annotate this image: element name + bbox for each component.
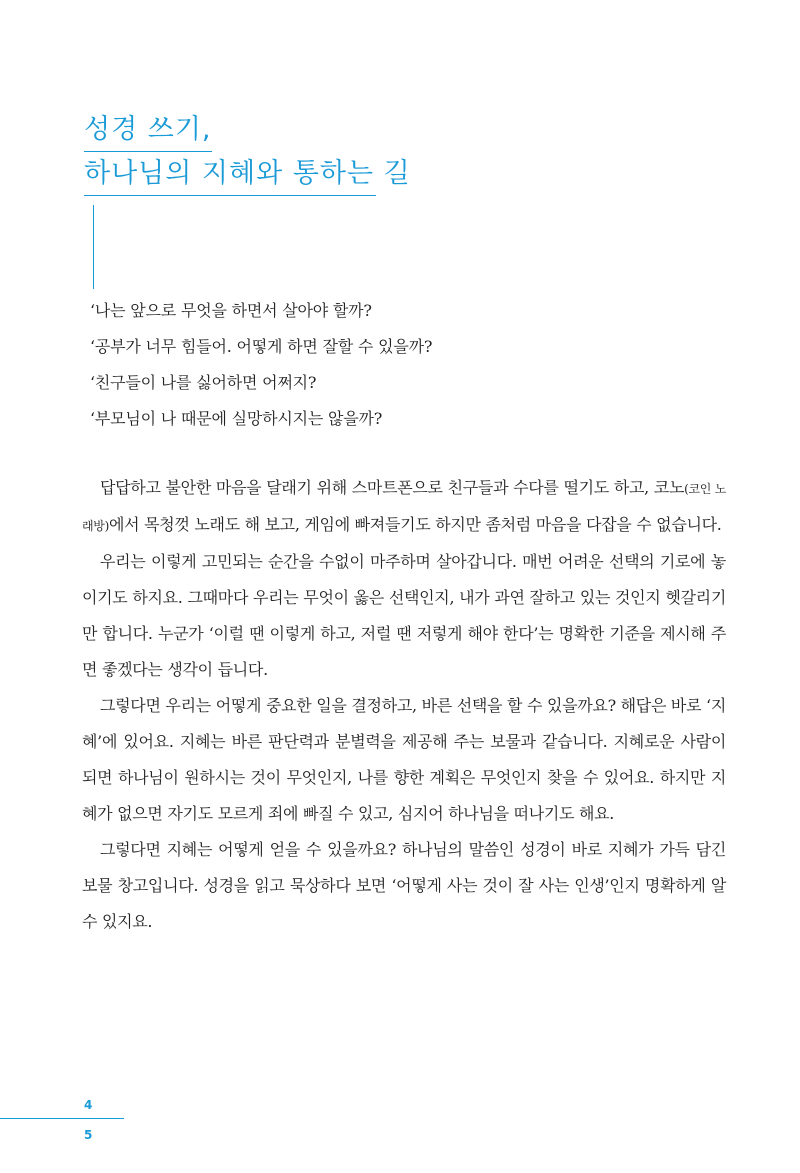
title-line-1: 성경 쓰기, bbox=[84, 110, 212, 152]
question-list bbox=[90, 293, 710, 437]
paragraph-2: 우리는 이렇게 고민되는 순간을 수없이 마주하며 살아갑니다. 매번 어려운 선택의 기로에 놓이기도 하지요. 그때마다 우리는 무엇이 옳은 선택인지, 내가 과연 잘하고 있는 것인지 헷갈리기만 합니다. 누군가 ‘이럴 땐 이렇게 하고, 저럴 땐 저렇게 해야 한다’는 명확한 기준을 제시해 주면 좋겠다는 생각이 듭니다. bbox=[82, 552, 726, 679]
paragraph-3: 그렇다면 우리는 어떻게 중요한 일을 결정하고, 바른 선택을 할 수 있을까요? 해답은 바로 ‘지혜’에 있어요. 지혜는 바른 판단력과 분별력을 제공해 주는 보물과 같습니다. 지혜로운 사람이 되면 하나님이 원하시는 것이 무엇인지, 나를 향한 계획은 무엇인지 찾을 수 있어요. 하지만 지혜가 없으면 자기도 모르게 죄에 빠질 수 있고, 심지어 하나님을 떠나기도 해요. bbox=[82, 696, 726, 823]
vertical-rule bbox=[93, 205, 94, 289]
page-numbers bbox=[0, 1095, 124, 1145]
question-item: ‘친구들이 나를 싫어하면 어쩌지? bbox=[90, 373, 317, 392]
question-item: ‘부모님이 나 때문에 실망하시지는 않을까? bbox=[90, 409, 383, 428]
body-text bbox=[82, 470, 726, 940]
question-item: ‘나는 앞으로 무엇을 하면서 살아야 할까? bbox=[90, 301, 372, 320]
page-number-divider bbox=[0, 1118, 124, 1119]
paragraph-1 bbox=[82, 470, 726, 544]
title-line-2: 하나님의 지혜와 통하는 길 bbox=[84, 154, 376, 196]
paragraph-1-note: (코인 노래방) bbox=[82, 482, 726, 533]
page-number-right: 5 bbox=[84, 1128, 93, 1142]
paragraph-1-start: 답답하고 불안한 마음을 달래기 위해 스마트폰으로 친구들과 수다를 떨기도 하고, 코노 bbox=[100, 478, 685, 497]
paragraph-4: 그렇다면 지혜는 어떻게 얻을 수 있을까요? 하나님의 말씀인 성경이 바로 지혜가 가득 담긴 보물 창고입니다. 성경을 읽고 묵상하다 보면 ‘어떻게 사는 것이 잘 사는 인생’인지 명확하게 알 수 있지요. bbox=[82, 840, 726, 931]
paragraph-1-end: 에서 목청껏 노래도 해 보고, 게임에 빠져들기도 하지만 좀처럼 마음을 다잡을 수 없습니다. bbox=[108, 515, 722, 534]
page-number-left: 4 bbox=[84, 1098, 93, 1112]
chapter-title bbox=[84, 110, 411, 198]
question-item: ‘공부가 너무 힘들어. 어떻게 하면 잘할 수 있을까? bbox=[90, 337, 433, 356]
